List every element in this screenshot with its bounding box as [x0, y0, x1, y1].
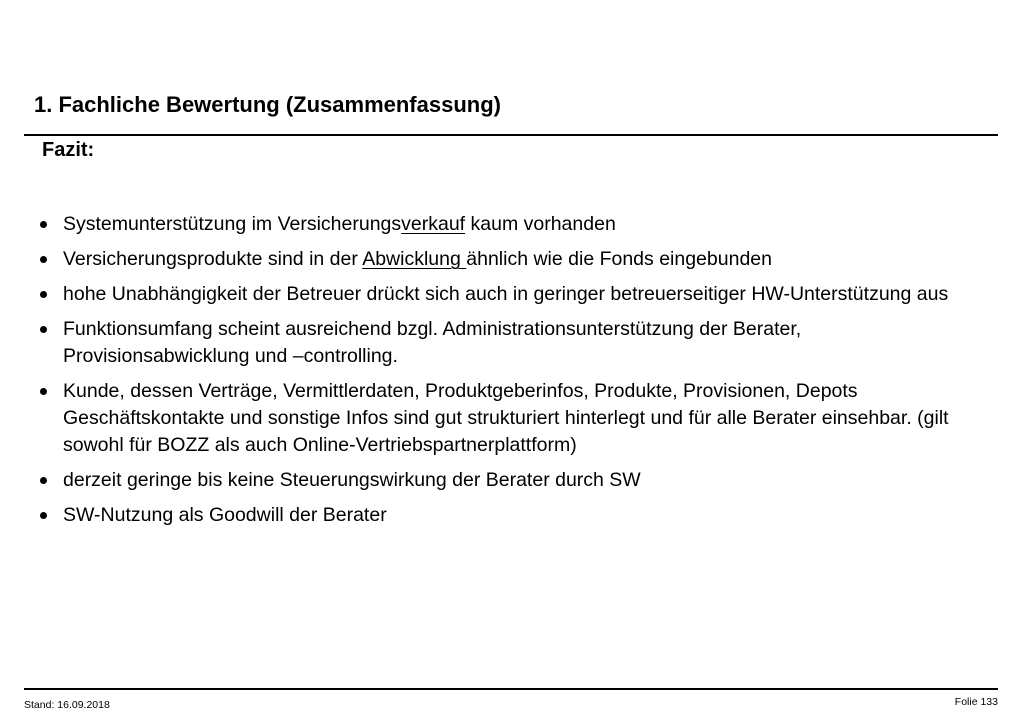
bullet-text: Funktionsumfang scheint ausreichend bzgl. Administrationsunterstützung der Berater, Provisionsabwicklung und –controlling. — [63, 318, 802, 367]
bullet-dot-icon — [40, 388, 47, 395]
bullet-text-underlined: verkauf — [401, 213, 466, 235]
bullet-dot-icon — [40, 291, 47, 298]
bullet-item — [40, 502, 970, 529]
bullet-dot-icon — [40, 256, 47, 263]
bullet-text: ähnlich wie die Fonds eingebunden — [466, 248, 772, 270]
footer-date: Stand: 16.09.2018 — [24, 699, 110, 711]
bullet-item — [40, 378, 970, 459]
section-subheading: Fazit: — [42, 139, 95, 161]
bullet-text: derzeit geringe bis keine Steuerungswirkung der Berater durch SW — [63, 469, 641, 491]
bullet-item — [40, 281, 970, 308]
bullet-dot-icon — [40, 326, 47, 333]
bullet-text-underlined: Abwicklung — [362, 248, 467, 270]
bullet-text: Systemunterstützung im Versicherungs — [63, 213, 402, 235]
bullet-item — [40, 467, 970, 494]
footer-slide-number: Folie 133 — [954, 696, 998, 708]
bullet-text: hohe Unabhängigkeit der Betreuer drückt sich auch in geringer betreuerseitiger HW-Unterstützung aus — [63, 283, 949, 305]
bullet-dot-icon — [40, 477, 47, 484]
bullet-item — [40, 211, 970, 238]
footer-divider — [24, 688, 998, 690]
bullet-text: kaum vorhanden — [465, 213, 616, 235]
bullet-item — [40, 316, 970, 370]
title-divider — [24, 134, 998, 136]
bullet-text: Versicherungsprodukte sind in der — [63, 248, 363, 270]
bullet-text: SW-Nutzung als Goodwill der Berater — [63, 504, 387, 526]
slide-title: 1. Fachliche Bewertung (Zusammenfassung) — [34, 92, 501, 117]
bullet-text: Kunde, dessen Verträge, Vermittlerdaten, Produktgeberinfos, Produkte, Provisionen, Depots Geschäftskontakte und sonstige Infos sind gut strukturiert hinterlegt und für alle Berater einsehbar. (gilt sowohl für BOZZ als auch Online-Vertriebspartnerplattform) — [63, 380, 949, 456]
bullet-dot-icon — [40, 512, 47, 519]
bullet-dot-icon — [40, 221, 47, 228]
conclusion-bullet-list — [40, 211, 970, 537]
bullet-item — [40, 246, 970, 273]
